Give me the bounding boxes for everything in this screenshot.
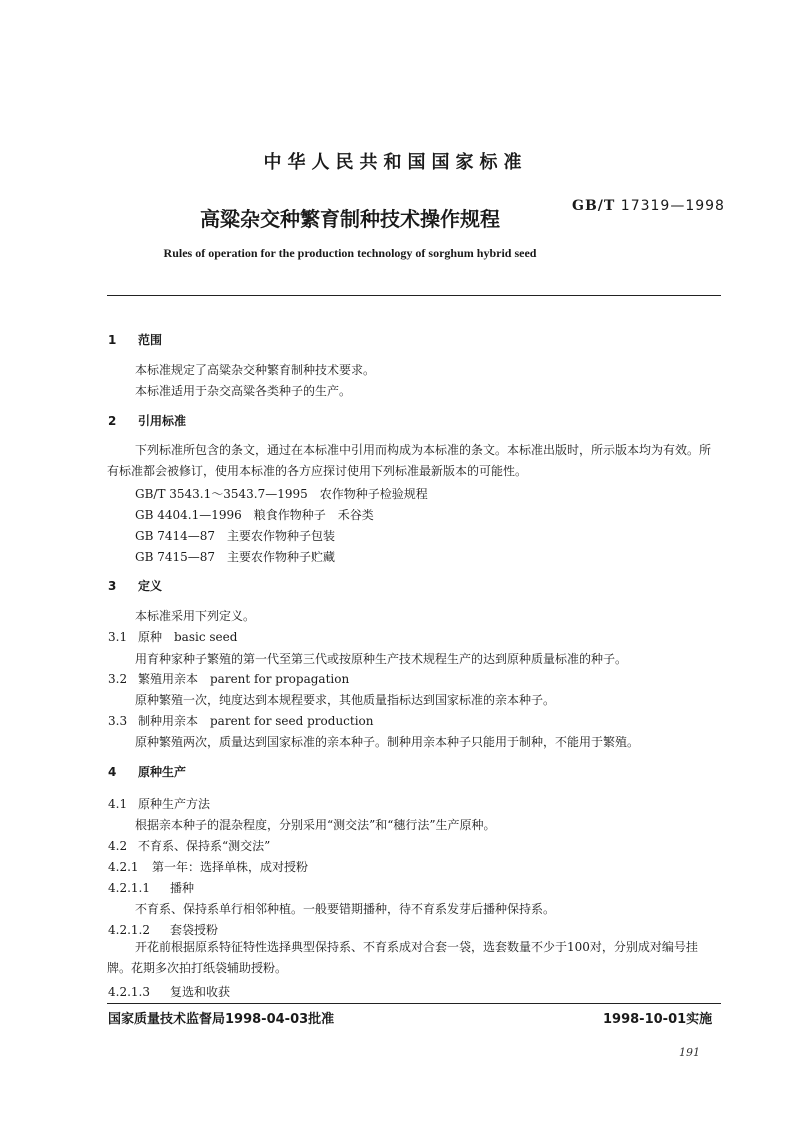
clause-number: 3.3 — [108, 714, 128, 728]
page-number: 191 — [679, 1046, 700, 1059]
clause-number: 3.1 — [108, 630, 128, 644]
definition-term: 制种用亲本 parent for seed production — [138, 714, 374, 728]
definition-3-3-text: 原种繁殖两次，质量达到国家标准的亲本种子。制种用亲本种子只能用于制种，不能用于繁殖。 — [135, 735, 640, 749]
section-title: 原种生产 — [138, 765, 187, 779]
reference-item: GB 7415—87 主要农作物种子贮藏 — [135, 550, 336, 564]
section-3-heading — [108, 577, 162, 594]
clause-title: 不育系、保持系“测交法” — [138, 839, 271, 853]
definition-term: 原种 basic seed — [138, 630, 238, 644]
section-title: 定义 — [138, 579, 163, 593]
clause-4-2-1-1-text: 不育系、保持系单行相邻种植。一般要错期播种，待不育系发芽后播种保持系。 — [135, 902, 556, 916]
section-number: 4 — [108, 765, 117, 779]
implementation-date: 1998-10-01实施 — [603, 1012, 713, 1027]
clause-4-2-1-heading — [108, 858, 308, 875]
clause-4-2-1-1-heading — [108, 879, 194, 896]
definition-3-2-text: 原种繁殖一次，纯度达到本规程要求，其他质量指标达到国家标准的亲本种子。 — [135, 693, 556, 707]
standard-code-number: 17319—1998 — [620, 198, 725, 214]
clause-title: 原种生产方法 — [138, 797, 211, 811]
clause-title: 复选和收获 — [170, 985, 231, 999]
definition-3-3-heading — [108, 712, 374, 729]
definition-3-1-heading — [108, 628, 237, 645]
clause-number: 4.2.1.3 — [108, 985, 150, 999]
section-1-line-2: 本标准适用于杂交高粱各类种子的生产。 — [135, 384, 352, 398]
clause-4-2-heading — [108, 837, 270, 854]
section-2-heading — [108, 412, 186, 429]
approval-date: 国家质量技术监督局1998-04-03批准 — [108, 1012, 335, 1027]
section-4-heading — [108, 763, 186, 780]
clause-title: 播种 — [170, 881, 195, 895]
section-2-paragraph: 下列标准所包含的条文，通过在本标准中引用而构成为本标准的条文。本标准出版时，所示版本均为有效。所有标准都会被修订，使用本标准的各方应探讨使用下列标准最新版本的可能性。 — [107, 443, 712, 478]
clause-number: 4.1 — [108, 797, 128, 811]
clause-4-2-1-3-heading — [108, 983, 230, 1000]
document-title-en: Rules of operation for the production technology of sorghum hybrid seed — [163, 246, 537, 260]
national-standard-heading: 中华人民共和国国家标准 — [263, 152, 528, 173]
footer-divider — [107, 1003, 721, 1004]
definition-3-1-text: 用育种家种子繁殖的第一代至第三代或按原种生产技术规程生产的达到原种质量标准的种子。 — [135, 652, 628, 666]
section-title: 引用标准 — [138, 414, 187, 428]
definition-3-2-heading — [108, 670, 349, 687]
clause-title: 第一年：选择单株，成对授粉 — [152, 860, 309, 874]
definition-term: 繁殖用亲本 parent for propagation — [138, 672, 350, 686]
clause-4-1-text: 根据亲本种子的混杂程度，分别采用“测交法”和“穗行法”生产原种。 — [135, 818, 496, 832]
section-number: 3 — [108, 579, 117, 593]
clause-4-2-1-2-text: 开花前根据原系特征特性选择典型保持系、不育系成对合套一袋，选套数量不少于100对，分别成对编号挂牌。花期多次拍打纸袋辅助授粉。 — [107, 940, 698, 975]
section-1-heading — [108, 331, 162, 348]
clause-4-1-heading — [108, 795, 210, 812]
reference-item: GB/T 3543.1～3543.7—1995 农作物种子检验规程 — [135, 487, 428, 501]
section-3-intro: 本标准采用下列定义。 — [135, 609, 256, 623]
clause-title: 套袋授粉 — [170, 923, 219, 937]
clause-number: 4.2.1.1 — [108, 881, 150, 895]
document-title-zh: 高粱杂交种繁育制种技术操作规程 — [200, 207, 500, 231]
clause-number: 4.2.1 — [108, 860, 139, 874]
clause-4-2-1-2-heading — [108, 921, 218, 938]
reference-item: GB 4404.1—1996 粮食作物种子 禾谷类 — [135, 508, 374, 522]
standard-code-prefix: GB/T — [572, 198, 616, 214]
reference-item: GB 7414—87 主要农作物种子包装 — [135, 529, 336, 543]
section-1-line-1: 本标准规定了高粱杂交种繁育制种技术要求。 — [135, 363, 376, 377]
clause-number: 4.2.1.2 — [108, 923, 150, 937]
section-title: 范围 — [138, 333, 163, 347]
section-number: 1 — [108, 333, 117, 347]
clause-number: 3.2 — [108, 672, 128, 686]
section-number: 2 — [108, 414, 117, 428]
header-divider — [107, 295, 721, 296]
clause-number: 4.2 — [108, 839, 128, 853]
